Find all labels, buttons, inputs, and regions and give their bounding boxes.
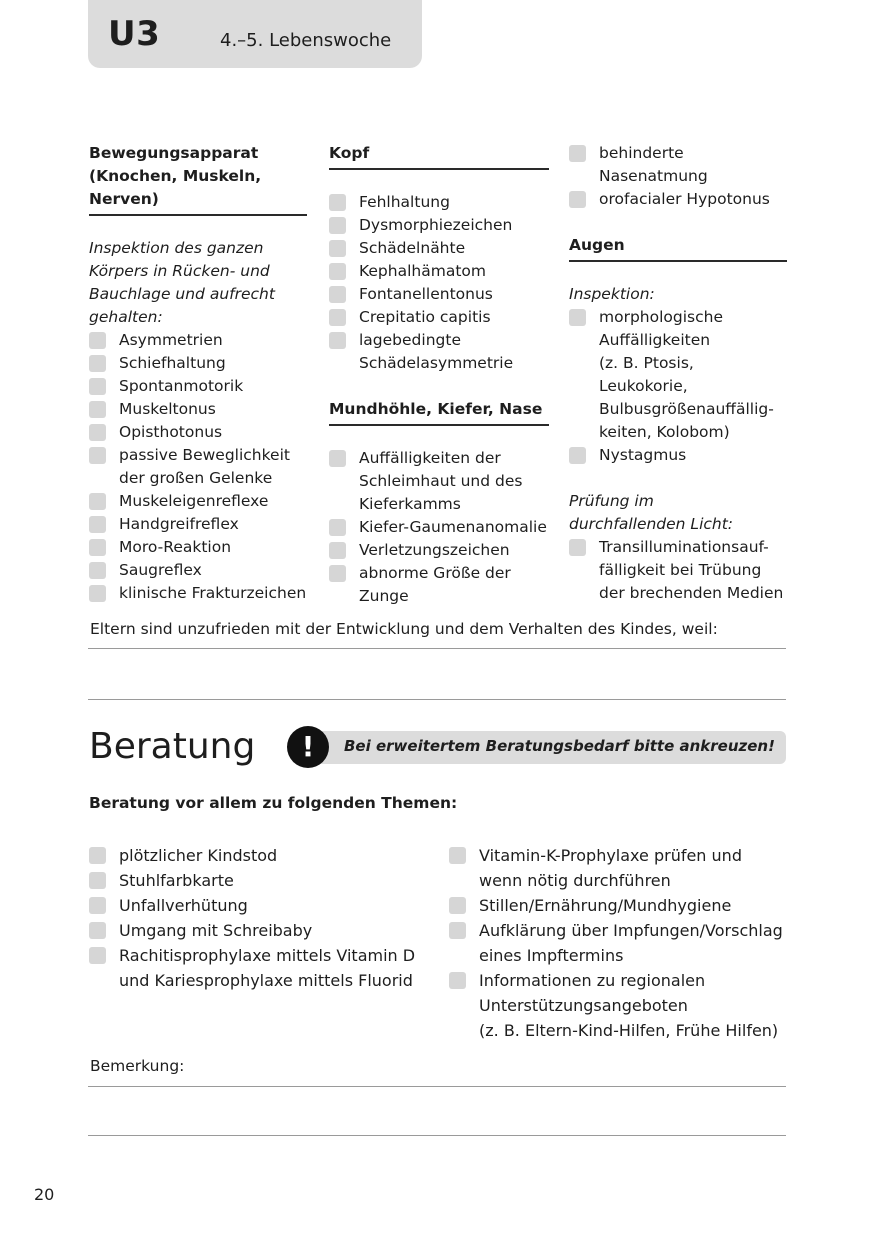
checkbox-label: Informationen zu regionalen [479,971,706,990]
checkbox[interactable] [329,263,346,280]
checkbox-item[interactable] [449,893,789,918]
checkbox-label: Verletzungszeichen [359,541,510,559]
checkbox-label: Opisthotonus [119,423,223,441]
checkbox-label: Handgreifreflex [119,515,239,533]
write-line[interactable] [88,648,786,649]
checklist [569,142,787,211]
checkbox[interactable] [329,286,346,303]
checkbox-item[interactable] [89,375,307,398]
checkbox[interactable] [329,217,346,234]
checkbox[interactable] [569,191,586,208]
checkbox-label: Stillen/Ernährung/Mundhygiene [479,896,732,915]
checkbox-label: Muskeleigenreflexe [119,492,269,510]
checkbox-label: Unterstützungsangeboten [479,996,688,1015]
section-heading: Bewegungsapparat (Knochen, Muskeln, Nerven) [89,142,307,216]
checkbox-label: der brechenden Medien [599,584,784,602]
checkbox[interactable] [89,401,106,418]
checkbox[interactable] [329,519,346,536]
checkbox-label: Kephalhämatom [359,262,486,280]
checkbox-label: Stuhlfarbkarte [119,871,234,890]
checkbox-item[interactable] [89,490,307,513]
checkbox-label: Muskeltonus [119,400,216,418]
checkbox-label: Schleimhaut und des [359,472,523,490]
checkbox-item[interactable] [449,843,789,893]
write-line[interactable] [88,1086,786,1087]
checkbox-item[interactable] [569,536,787,605]
checkbox-item[interactable] [329,447,549,516]
checkbox-label: Schiefhaltung [119,354,226,372]
checkbox-label: Nasenatmung [599,167,708,185]
checkbox-item[interactable] [449,918,789,968]
checkbox[interactable] [569,309,586,326]
checkbox-label: eines Impftermins [479,946,624,965]
checkbox-label: Fontanellentonus [359,285,493,303]
checkbox-label: Moro-Reaktion [119,538,232,556]
checkbox-item[interactable] [89,352,307,375]
checkbox-item[interactable] [569,306,787,444]
checkbox[interactable] [89,947,106,964]
checkbox-item[interactable] [89,536,307,559]
checkbox-item[interactable] [89,398,307,421]
checkbox-item[interactable] [89,421,307,444]
checkbox[interactable] [329,542,346,559]
checkbox-item[interactable] [329,237,549,260]
checkbox-label: orofacialer Hypotonus [599,190,770,208]
checkbox-label: und Kariesprophylaxe mittels Fluorid [119,971,413,990]
checkbox-label: plötzlicher Kindstod [119,846,278,865]
checkbox-label: Auffälligkeiten der [359,449,501,467]
checkbox[interactable] [569,539,586,556]
checkbox-label: Kiefer-Gaumenanomalie [359,518,547,536]
checkbox[interactable] [329,450,346,467]
checkbox-label: behinderte [599,144,684,162]
checklist [569,306,787,467]
checkbox-label: (z. B. Ptosis, Leukokorie, [599,354,694,395]
checkbox-label: abnorme Größe der Zunge [359,564,511,605]
checklist [89,329,307,605]
checkbox-item[interactable] [329,562,549,608]
checkbox-item[interactable] [329,283,549,306]
checkbox-label: lagebedingte [359,331,461,349]
checklist [569,536,787,605]
exam-age: 4.–5. Lebenswoche [220,30,392,51]
header-tab [88,0,422,68]
checkbox[interactable] [449,847,466,864]
checkbox-label: Saugreflex [119,561,202,579]
checkbox[interactable] [89,332,106,349]
checkbox-label: Umgang mit Schreibaby [119,921,313,940]
checkbox[interactable] [569,447,586,464]
section-augen [569,142,787,605]
checkbox[interactable] [89,897,106,914]
checkbox-label: Auffälligkeiten [599,331,711,349]
checkbox-label: fälligkeit bei Trübung [599,561,762,579]
checkbox[interactable] [449,922,466,939]
checkbox-label: Aufklärung über Impfungen/Vorschlag [479,921,783,940]
checklist [449,843,789,1043]
checkbox-label: passive Beweglichkeit [119,446,290,464]
checkbox[interactable] [89,378,106,395]
checkbox-label: wenn nötig durchführen [479,871,671,890]
alert-banner [300,731,786,764]
section-heading: Mundhöhle, Kiefer, Nase [329,398,549,426]
checkbox-item[interactable] [569,142,787,188]
checkbox[interactable] [449,972,466,989]
checkbox-item[interactable] [329,214,549,237]
checkbox[interactable] [89,424,106,441]
checkbox[interactable] [89,872,106,889]
alert-text: Bei erweitertem Beratungsbedarf bitte ankreuzen! [344,737,775,755]
checkbox-label: Dysmorphiezeichen [359,216,513,234]
checkbox-label: Bulbusgrößenauffällig- [599,400,774,418]
section-subheading: Inspektion: [569,285,655,303]
section-heading: Kopf [329,142,549,170]
section-subheading: Inspektion des ganzen Körpers in Rücken- und Bauchlage und aufrecht gehalten: [89,239,275,326]
checklist [89,843,429,993]
checkbox-label: Kieferkamms [359,495,461,513]
beratung-left [89,843,429,993]
checkbox-label: Crepitatio capitis [359,308,491,326]
checkbox-label: keiten, Kolobom) [599,423,730,441]
checkbox-label: morphologische [599,308,723,326]
checkbox-item[interactable] [449,968,789,1043]
exam-code: U3 [108,14,161,54]
checkbox-item[interactable] [329,306,549,329]
checkbox-label: Asymmetrien [119,331,223,349]
checkbox[interactable] [89,562,106,579]
checkbox-item[interactable] [89,868,429,893]
checkbox-label: Transilluminationsauf- [599,538,769,556]
write-line[interactable] [88,1135,786,1136]
checkbox-label: Spontanmotorik [119,377,244,395]
checkbox[interactable] [449,897,466,914]
checkbox[interactable] [329,240,346,257]
checkbox-item[interactable] [89,559,307,582]
checkbox-label: Vitamin-K-Prophylaxe prüfen und [479,846,742,865]
parent-statement: Eltern sind unzufrieden mit der Entwicklung und dem Verhalten des Kindes, weil: [90,620,718,638]
checkbox-item[interactable] [89,444,307,490]
checkbox-label: klinische Frakturzeichen [119,584,307,602]
checkbox-label: Schädelasymmetrie [359,354,514,372]
checkbox[interactable] [89,539,106,556]
checkbox[interactable] [89,355,106,372]
section-subheading: Prüfung im durchfallenden Licht: [569,492,734,533]
checkbox[interactable] [569,145,586,162]
checkbox-item[interactable] [329,191,549,214]
checkbox-item[interactable] [89,918,429,943]
checkbox[interactable] [329,309,346,326]
beratung-right [449,843,789,1043]
checkbox-item[interactable] [89,943,429,993]
checkbox-label: Schädelnähte [359,239,466,257]
section-kopf [329,142,549,608]
checkbox-label: Nystagmus [599,446,687,464]
checkbox[interactable] [89,493,106,510]
page-number: 20 [34,1185,55,1204]
checkbox[interactable] [329,194,346,211]
checkbox-item[interactable] [89,582,307,605]
checkbox[interactable] [329,332,346,349]
checkbox-item[interactable] [569,444,787,467]
section-heading: Augen [569,234,787,262]
checkbox-label: Unfallverhütung [119,896,248,915]
checkbox-item[interactable] [89,843,429,868]
checkbox-label: Fehlhaltung [359,193,450,211]
exclamation-icon: ! [287,726,329,768]
checkbox-label: (z. B. Eltern-Kind-Hilfen, Frühe Hilfen) [479,1021,779,1040]
checkbox[interactable] [329,565,346,582]
beratung-title: Beratung [89,726,256,767]
checkbox-item[interactable] [329,539,549,562]
checkbox-item[interactable] [329,516,549,539]
checkbox-item[interactable] [329,260,549,283]
checkbox-item[interactable] [569,188,787,211]
checkbox[interactable] [89,847,106,864]
remark-label: Bemerkung: [90,1057,185,1075]
checkbox-item[interactable] [329,329,549,375]
checkbox[interactable] [89,585,106,602]
checkbox-label: Rachitisprophylaxe mittels Vitamin D [119,946,416,965]
checkbox[interactable] [89,516,106,533]
write-line[interactable] [88,699,786,700]
checklist [329,191,549,375]
checkbox-item[interactable] [89,513,307,536]
checkbox[interactable] [89,447,106,464]
checkbox[interactable] [89,922,106,939]
checkbox-item[interactable] [89,893,429,918]
beratung-heading: Beratung vor allem zu folgenden Themen: [89,794,458,812]
checkbox-label: der großen Gelenke [119,469,273,487]
section-bewegungsapparat [89,142,307,605]
checklist [329,447,549,608]
checkbox-item[interactable] [89,329,307,352]
